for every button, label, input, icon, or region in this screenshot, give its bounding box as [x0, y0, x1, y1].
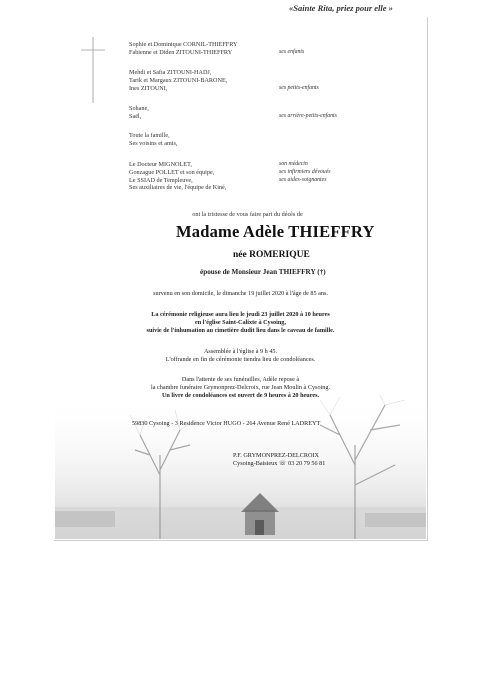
prayer-quote: «Sainte Rita, priez pour elle » — [289, 3, 393, 13]
intro-line: ont la tristesse de vous faire part du décès de — [192, 211, 303, 218]
ceremony-line: La cérémonie religieuse aura lieu le jeudi 23 juillet 2020 à 10 heures — [151, 311, 330, 318]
name-line: Ses auxiliaires de vie, l'équipe de Kiné, — [129, 184, 227, 192]
funeral-director — [233, 452, 325, 468]
name-line: Le SSIAD de Templeuve, — [129, 176, 193, 184]
ceremony-line: en l'église Saint-Calixte à Cysoing, — [195, 319, 286, 327]
caregivers — [129, 161, 226, 192]
condolence-line: Un livre de condoléances est ouvert de 9 heures à 20 heures. — [161, 392, 320, 400]
role-children: ses enfants — [279, 49, 305, 55]
ceremony-line: suivie de l'inhumation au cimetière dudit lieu dans le caveau de famille. — [146, 327, 335, 335]
assembly-details — [54, 348, 427, 364]
name-line: Fabienne et Diden ZITOUNI-THIEFFRY — [129, 48, 233, 56]
caregiver-roles — [279, 161, 331, 184]
funeral-director-phone: Cysoing-Baisieux ☏ 03 20 79 56 81 — [233, 459, 326, 467]
name-line: Mehdi et Safia ZITOUNI-HADJ, — [129, 69, 212, 76]
ceremony-details — [54, 311, 427, 336]
name-line: Gonzague POLLET et son équipe, — [129, 168, 215, 176]
family-great-grandchildren — [129, 105, 149, 121]
assembly-line: L'offrande en fin de cérémonie tiendra lieu de condoléances. — [165, 356, 316, 364]
family-grandchildren — [129, 69, 227, 92]
spouse-line: épouse de Monsieur Jean THIEFFRY (†) — [200, 268, 326, 276]
role-great-grandchildren: ses arrière-petits-enfants — [279, 113, 337, 119]
funeral-home-details — [54, 376, 427, 401]
name-line: Ines ZITOUNI, — [129, 84, 168, 92]
maiden-name: née ROMERIQUE — [233, 250, 310, 260]
funeral-line: Dans l'attente de ses funérailles, Adèle repose à — [181, 376, 300, 383]
name-line: Sophie et Dominique CORNIL-THIEFFRY — [129, 41, 238, 48]
funeral-line: la chambre funéraire Grymonprez-Delcroix, rue Jean Moulin à Cysoing. — [150, 384, 331, 392]
role-line: ses aides-soignantes — [279, 176, 327, 183]
name-line: Sohane, — [129, 105, 149, 112]
family-children — [129, 41, 237, 57]
name-line: Le Docteur MIGNOLET, — [129, 161, 192, 168]
cross-icon — [81, 37, 105, 103]
home-address: 59830 Cysoing - 3 Residence Victor HUGO - 264 Avenue René LADREYT — [132, 420, 321, 427]
deceased-name: Madame Adèle THIEFFRY — [176, 222, 375, 241]
name-line: Toute la famille, — [129, 132, 170, 139]
name-line: Ses voisins et amis, — [129, 139, 178, 147]
funeral-director-name: P.F. GRYMONPREZ-DELCROIX — [233, 452, 319, 459]
name-line: Tarik et Margaux ZITOUNI-BARONE, — [129, 76, 228, 84]
role-grandchildren: ses petits-enfants — [279, 85, 319, 91]
family-friends — [129, 132, 177, 148]
role-line: son médecin — [279, 161, 308, 167]
name-line: Saël, — [129, 112, 142, 120]
assembly-line: Assemblée à l'église à 9 h 45. — [203, 348, 278, 355]
death-details: survenu en son domicile, le dimanche 19 juillet 2020 à l'âge de 85 ans. — [153, 290, 328, 297]
role-line: ses infirmiers dévoués — [279, 168, 331, 175]
